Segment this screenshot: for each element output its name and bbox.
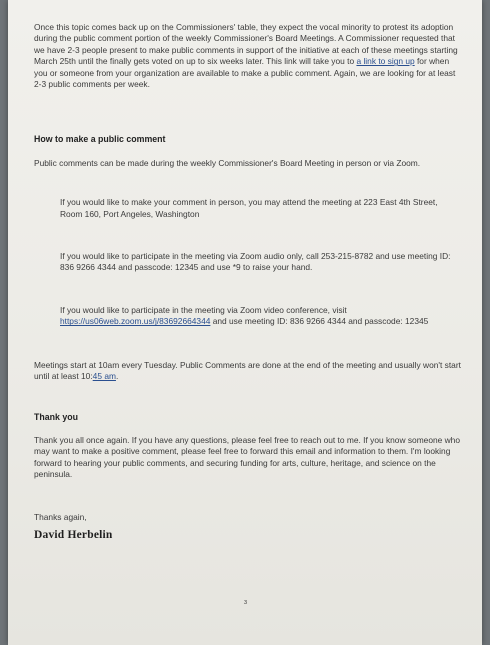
option-in-person: If you would like to make your comment in person, you may attend the meeting at 223 East 4th Street, Room 160, Port Angeles, Washington <box>60 197 438 219</box>
how-to-heading: How to make a public comment <box>34 134 166 145</box>
thank-you-text: Thank you all once again. If you have any questions, please feel free to reach out to me. If you know someone who may want to make a positive comment, please feel free to forward this email and information to them. I'm looking forward to hearing your public comments, and securing funding for arts, culture, heritage, and science on the peninsula. <box>34 434 460 480</box>
option-zoom-video <box>60 305 455 328</box>
option-video-text-1: If you would like to participate in the meeting via Zoom video conference, visit <box>60 304 347 315</box>
how-to-text: Public comments can be made during the weekly Commissioner's Board Meeting in person or via Zoom. <box>34 157 421 168</box>
closing-text: Thanks again, <box>34 511 87 522</box>
meetings-text-1: Meetings start at 10am every Tuesday. Public Comments are done at the end of the meeting and usually won't start until at least 10: <box>34 359 461 382</box>
zoom-link[interactable]: https://us06web.zoom.us/j/83692664344 <box>60 316 211 327</box>
intro-paragraph <box>34 22 464 90</box>
intro-text-1: Once this topic comes back up on the Commissioners' table, they expect the vocal minority to protest its adoption during the public comment portion of the weekly Commissioner's Board Meetings. A Commissioner requested that we have 2-3 people present to make public comments in support of the initiative at each of these meetings starting March 25th until the finally gets voted on up to six weeks later. This link will take you to <box>34 22 458 67</box>
sign-up-link[interactable]: a link to sign up <box>356 56 415 67</box>
document-page <box>8 0 482 645</box>
page-number: 3 <box>244 600 248 606</box>
time-link[interactable]: 45 am <box>92 371 116 382</box>
meetings-text-2: . <box>115 371 119 382</box>
document-body <box>34 22 464 541</box>
meetings-paragraph <box>34 360 464 383</box>
intro-text-2: for when you or someone from your organization are available to make a public comment. Again, we are looking for at least 2-3 public comments per week. <box>34 56 456 90</box>
signature: David Herbelin <box>34 528 113 541</box>
option-zoom-audio: If you would like to participate in the meeting via Zoom audio only, call 253-215-8782 and use meeting ID: 836 9266 4344 and passcode: 12345 and use *9 to raise your hand. <box>60 251 451 273</box>
option-video-text-2: and use meeting ID: 836 9266 4344 and passcode: 12345 <box>210 316 429 327</box>
thank-you-heading: Thank you <box>34 411 78 422</box>
